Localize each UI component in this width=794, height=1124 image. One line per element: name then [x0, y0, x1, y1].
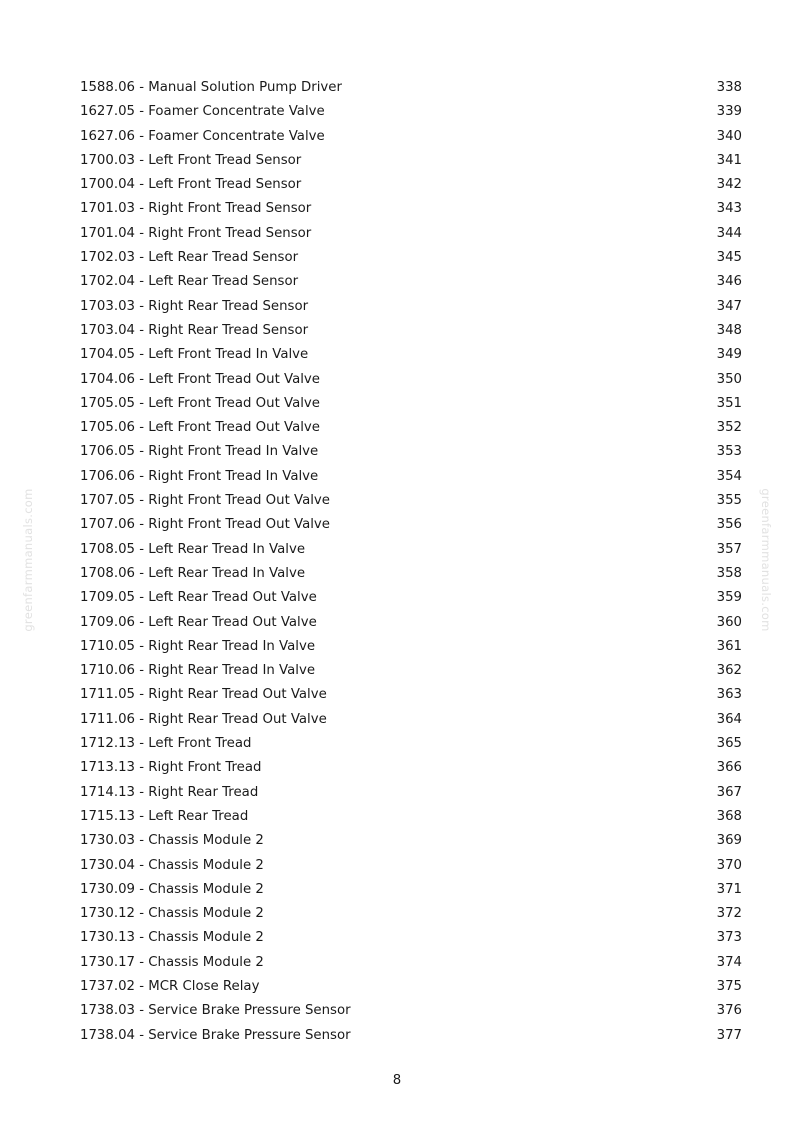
toc-entry-title: 1711.06 - Right Rear Tread Out Valve [80, 711, 327, 727]
toc-entry[interactable] [80, 270, 742, 294]
toc-entry-title: 1709.06 - Left Rear Tread Out Valve [80, 614, 317, 630]
toc-entry[interactable] [80, 343, 742, 367]
toc-entry-title: 1708.06 - Left Rear Tread In Valve [80, 565, 306, 581]
toc-entry[interactable] [80, 319, 742, 343]
toc-entry-title: 1715.13 - Left Rear Tread [80, 808, 249, 824]
toc-entry-title: 1704.06 - Left Front Tread Out Valve [80, 371, 320, 387]
toc-entry-title: 1714.13 - Right Rear Tread [80, 784, 259, 800]
toc-entry[interactable] [80, 586, 742, 610]
toc-entry[interactable] [80, 562, 742, 586]
toc-entry-page: 360 [716, 614, 742, 630]
toc-entry-title: 1710.05 - Right Rear Tread In Valve [80, 638, 316, 654]
toc-entry-page: 352 [716, 420, 742, 436]
toc-entry[interactable] [80, 538, 742, 562]
toc-entry-page: 377 [716, 1027, 742, 1043]
toc-entry-title: 1708.05 - Left Rear Tread In Valve [80, 541, 306, 557]
toc-entry-page: 340 [716, 128, 742, 144]
toc-entry-page: 350 [716, 371, 742, 387]
toc-entry-page: 356 [716, 517, 742, 533]
toc-entry[interactable] [80, 513, 742, 537]
toc-entry-page: 368 [716, 808, 742, 824]
toc-entry[interactable] [80, 76, 742, 100]
toc-entry-title: 1703.03 - Right Rear Tread Sensor [80, 298, 309, 314]
toc-entry-page: 365 [716, 736, 742, 752]
toc-entry-page: 346 [716, 274, 742, 290]
toc-entry[interactable] [80, 392, 742, 416]
toc-entry[interactable] [80, 781, 742, 805]
toc-entry-page: 375 [716, 978, 742, 994]
toc-entry-title: 1707.06 - Right Front Tread Out Valve [80, 517, 330, 533]
toc-entry-title: 1737.02 - MCR Close Relay [80, 978, 260, 994]
toc-entry-page: 362 [716, 663, 742, 679]
toc-entry-page: 347 [716, 298, 742, 314]
toc-entry-title: 1703.04 - Right Rear Tread Sensor [80, 322, 309, 338]
toc-entry-title: 1705.05 - Left Front Tread Out Valve [80, 395, 320, 411]
toc-entry-page: 348 [716, 322, 742, 338]
toc-entry-page: 363 [716, 687, 742, 703]
toc-entry-title: 1700.03 - Left Front Tread Sensor [80, 152, 302, 168]
toc-entry[interactable] [80, 878, 742, 902]
toc-entry-page: 366 [716, 760, 742, 776]
toc-entry[interactable] [80, 222, 742, 246]
toc-entry[interactable] [80, 368, 742, 392]
toc-entry[interactable] [80, 197, 742, 221]
toc-entry-page: 374 [716, 954, 742, 970]
toc-entry[interactable] [80, 902, 742, 926]
toc-entry-page: 344 [716, 225, 742, 241]
toc-entry[interactable] [80, 416, 742, 440]
toc-entry-page: 369 [716, 833, 742, 849]
toc-entry-page: 370 [716, 857, 742, 873]
toc-entry-page: 372 [716, 906, 742, 922]
toc-entry-title: 1701.03 - Right Front Tread Sensor [80, 201, 312, 217]
toc-entry[interactable] [80, 951, 742, 975]
toc-entry-title: 1588.06 - Manual Solution Pump Driver [80, 80, 342, 95]
toc-entry-title: 1730.12 - Chassis Module 2 [80, 906, 264, 922]
toc-entry-page: 354 [716, 468, 742, 484]
toc-entry[interactable] [80, 489, 742, 513]
toc-entry-title: 1702.04 - Left Rear Tread Sensor [80, 274, 299, 290]
toc-entry-title: 1730.09 - Chassis Module 2 [80, 881, 264, 897]
toc-entry-page: 339 [716, 104, 742, 120]
toc-entry-title: 1730.17 - Chassis Module 2 [80, 954, 264, 970]
toc-entry-page: 373 [716, 930, 742, 946]
toc-entry[interactable] [80, 805, 742, 829]
toc-entry[interactable] [80, 926, 742, 950]
toc-entry[interactable] [80, 829, 742, 853]
toc-entry[interactable] [80, 1024, 742, 1048]
toc-entry-page: 371 [716, 881, 742, 897]
toc-entry-title: 1707.05 - Right Front Tread Out Valve [80, 493, 330, 509]
toc-entry-title: 1730.13 - Chassis Module 2 [80, 930, 264, 946]
toc-entry-page: 345 [716, 250, 742, 266]
toc-entry-page: 349 [716, 347, 742, 363]
toc-entry-title: 1704.05 - Left Front Tread In Valve [80, 347, 309, 363]
toc-entry-page: 341 [716, 152, 742, 168]
toc-entry-page: 359 [716, 590, 742, 606]
toc-entry-title: 1710.06 - Right Rear Tread In Valve [80, 663, 316, 679]
watermark-right: greenfarmmanuals.com [759, 488, 773, 632]
toc-entry[interactable] [80, 708, 742, 732]
toc-entry-page: 361 [716, 638, 742, 654]
toc-entry-title: 1702.03 - Left Rear Tread Sensor [80, 250, 299, 266]
watermark-left: greenfarmmanuals.com [21, 488, 35, 632]
toc-entry-page: 358 [716, 565, 742, 581]
toc-entry-page: 355 [716, 493, 742, 509]
toc-entry-title: 1627.06 - Foamer Concentrate Valve [80, 128, 325, 144]
toc-entry[interactable] [80, 659, 742, 683]
toc-entry[interactable] [80, 465, 742, 489]
toc-entry-title: 1701.04 - Right Front Tread Sensor [80, 225, 312, 241]
toc-entry[interactable] [80, 149, 742, 173]
toc-entry-page: 353 [716, 444, 742, 460]
toc-entry-title: 1738.04 - Service Brake Pressure Sensor [80, 1027, 351, 1043]
toc-entry-title: 1700.04 - Left Front Tread Sensor [80, 177, 302, 193]
toc-entry-page: 351 [716, 395, 742, 411]
toc-entry[interactable] [80, 246, 742, 270]
toc-entry[interactable] [80, 173, 742, 197]
toc-entry[interactable] [80, 125, 742, 149]
toc-entry-page: 343 [716, 201, 742, 217]
toc-entry-title: 1709.05 - Left Rear Tread Out Valve [80, 590, 317, 606]
toc-entry[interactable] [80, 854, 742, 878]
toc-entry-page: 357 [716, 541, 742, 557]
toc-entry[interactable] [80, 683, 742, 707]
toc-entry-title: 1713.13 - Right Front Tread [80, 760, 262, 776]
toc-entry[interactable] [80, 732, 742, 756]
toc-entry-page: 338 [716, 80, 742, 95]
page-number: 8 [392, 1073, 402, 1088]
toc-entry-title: 1730.04 - Chassis Module 2 [80, 857, 264, 873]
toc-entry[interactable] [80, 756, 742, 780]
toc-entry[interactable] [80, 635, 742, 659]
toc-entry-title: 1711.05 - Right Rear Tread Out Valve [80, 687, 327, 703]
toc-entry[interactable] [80, 975, 742, 999]
toc-entry[interactable] [80, 999, 742, 1023]
toc-entry[interactable] [80, 440, 742, 464]
toc-entry-page: 364 [716, 711, 742, 727]
toc-entry-title: 1705.06 - Left Front Tread Out Valve [80, 420, 320, 436]
toc-entry[interactable] [80, 100, 742, 124]
toc-entry-title: 1738.03 - Service Brake Pressure Sensor [80, 1003, 351, 1019]
toc-entry-page: 376 [716, 1003, 742, 1019]
table-of-contents [80, 76, 742, 1048]
toc-entry-title: 1712.13 - Left Front Tread [80, 736, 252, 752]
toc-entry-page: 367 [716, 784, 742, 800]
toc-entry-page: 342 [716, 177, 742, 193]
toc-entry-title: 1730.03 - Chassis Module 2 [80, 833, 264, 849]
toc-entry[interactable] [80, 295, 742, 319]
toc-entry-title: 1706.05 - Right Front Tread In Valve [80, 444, 319, 460]
toc-entry-title: 1627.05 - Foamer Concentrate Valve [80, 104, 325, 120]
toc-entry[interactable] [80, 611, 742, 635]
toc-entry-title: 1706.06 - Right Front Tread In Valve [80, 468, 319, 484]
